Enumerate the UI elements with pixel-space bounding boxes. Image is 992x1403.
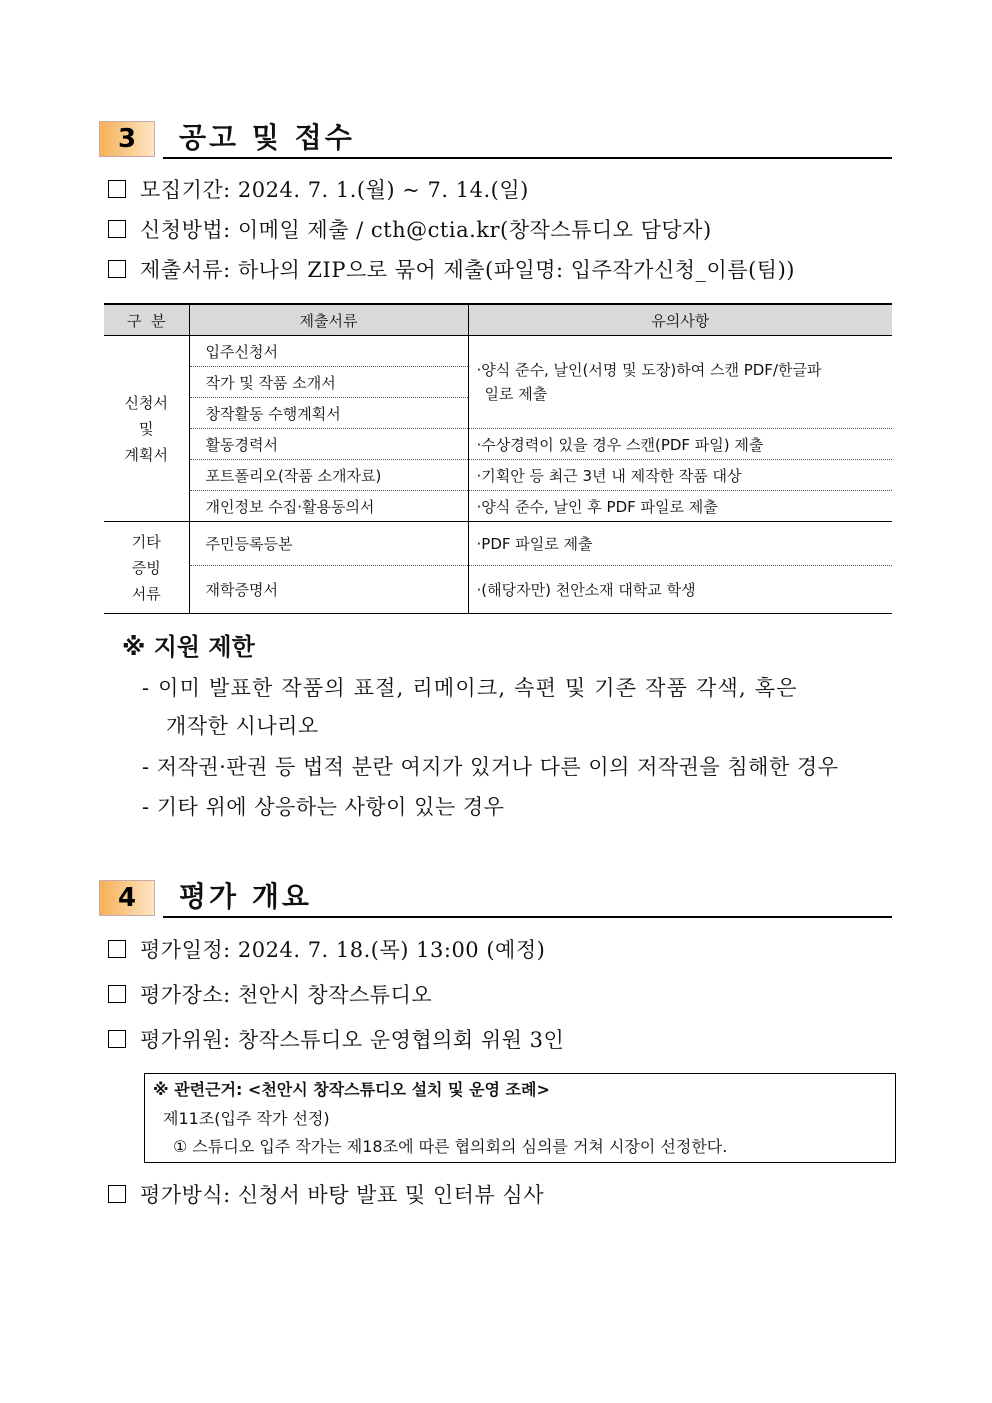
category-line: 기타	[131, 532, 161, 551]
section-title: 평가 개요	[179, 880, 312, 913]
bullet-text: 신청방법: 이메일 제출 / cth@ctia.kr(창작스튜디오 담당자)	[140, 218, 712, 242]
category-line: 증빙	[131, 558, 161, 577]
header-category: 구 분	[104, 304, 189, 336]
bullet-text: 평가위원: 창작스튜디오 운영협의회 위원 3인	[140, 1028, 565, 1052]
restriction-item: - 기타 위에 상응하는 사항이 있는 경우	[142, 795, 505, 819]
header-documents: 제출서류	[189, 304, 468, 336]
checkbox-square-icon	[108, 220, 126, 238]
checkbox-square-icon	[108, 1030, 126, 1048]
reference-clause: ① 스튜디오 입주 작가는 제18조에 따른 협의회의 심의를 거쳐 시장이 선정한다.	[173, 1137, 728, 1156]
bullet-text: 평가일정: 2024. 7. 18.(목) 13:00 (예정)	[140, 938, 546, 962]
section-4-header	[99, 876, 892, 918]
table-header-row	[104, 304, 892, 336]
doc-name: 주민등록등본	[189, 522, 468, 566]
category-line: 신청서	[124, 393, 168, 412]
table-row	[104, 336, 892, 367]
restriction-item: - 이미 발표한 작품의 표절, 리메이크, 속편 및 기존 작품 각색, 혹은	[142, 676, 798, 700]
doc-name: 작가 및 작품 소개서	[189, 367, 468, 398]
bullet-eval-schedule	[108, 935, 545, 965]
checkbox-square-icon	[108, 1185, 126, 1203]
checkbox-square-icon	[108, 260, 126, 278]
category-other	[104, 522, 189, 614]
bullet-eval-method	[108, 1180, 544, 1210]
bullet-eval-committee	[108, 1025, 564, 1055]
note-cell: ·기획안 등 최근 3년 내 제작한 작품 대상	[468, 460, 892, 491]
checkbox-square-icon	[108, 180, 126, 198]
category-application	[104, 336, 189, 522]
doc-name: 활동경력서	[189, 429, 468, 460]
table-row	[104, 491, 892, 522]
note-cell: ·수상경력이 있을 경우 스캔(PDF 파일) 제출	[468, 429, 892, 460]
bullet-recruit-period	[108, 175, 529, 205]
doc-name: 창작활동 수행계획서	[189, 398, 468, 429]
bullet-eval-place	[108, 980, 432, 1010]
doc-name: 개인정보 수집·활용동의서	[189, 491, 468, 522]
section-title: 공고 및 접수	[179, 121, 355, 154]
bullet-documents	[108, 255, 795, 285]
category-line: 서류	[131, 584, 161, 603]
header-notes: 유의사항	[468, 304, 892, 336]
note-cell: ·양식 준수, 날인 후 PDF 파일로 제출	[468, 491, 892, 522]
checkbox-square-icon	[108, 985, 126, 1003]
section-number: 4	[99, 880, 155, 916]
note-cell: ·(해당자만) 천안소재 대학교 학생	[468, 566, 892, 614]
bullet-text: 평가방식: 신청서 바탕 발표 및 인터뷰 심사	[140, 1183, 544, 1207]
doc-name: 포트폴리오(작품 소개자료)	[189, 460, 468, 491]
bullet-text: 모집기간: 2024. 7. 1.(월) ~ 7. 14.(일)	[140, 178, 529, 202]
section-underline	[163, 157, 892, 159]
restriction-item: - 저작권·판권 등 법적 분란 여지가 있거나 다른 이의 저작권을 침해한 경우	[142, 755, 839, 779]
table-row	[104, 566, 892, 614]
section-number: 3	[99, 121, 155, 157]
doc-name: 입주신청서	[189, 336, 468, 367]
checkbox-square-icon	[108, 940, 126, 958]
section-underline	[163, 916, 892, 918]
reference-box	[144, 1073, 896, 1163]
doc-name: 재학증명서	[189, 566, 468, 614]
bullet-text: 평가장소: 천안시 창작스튜디오	[140, 983, 433, 1007]
restriction-title: ※ 지원 제한	[122, 633, 255, 661]
note-cell: ·PDF 파일로 제출	[468, 522, 892, 566]
note-cell	[468, 336, 892, 429]
reference-article: 제11조(입주 작가 선정)	[163, 1109, 330, 1128]
category-line: 및	[139, 419, 154, 438]
table-row	[104, 460, 892, 491]
note-line: 일로 제출	[484, 385, 548, 403]
table-row	[104, 429, 892, 460]
category-line: 계획서	[124, 445, 168, 464]
section-3-header	[99, 117, 892, 159]
restriction-item-continued: 개작한 시나리오	[166, 714, 319, 738]
table-row	[104, 522, 892, 566]
bullet-text: 제출서류: 하나의 ZIP으로 묶어 제출(파일명: 입주작가신청_이름(팀))	[140, 258, 795, 282]
reference-title: ※ 관련근거: <천안시 창작스튜디오 설치 및 운영 조례>	[153, 1080, 550, 1099]
documents-table	[104, 303, 892, 614]
bullet-apply-method	[108, 215, 712, 245]
note-line: ·양식 준수, 날인(서명 및 도장)하여 스캔 PDF/한글파	[476, 361, 822, 379]
